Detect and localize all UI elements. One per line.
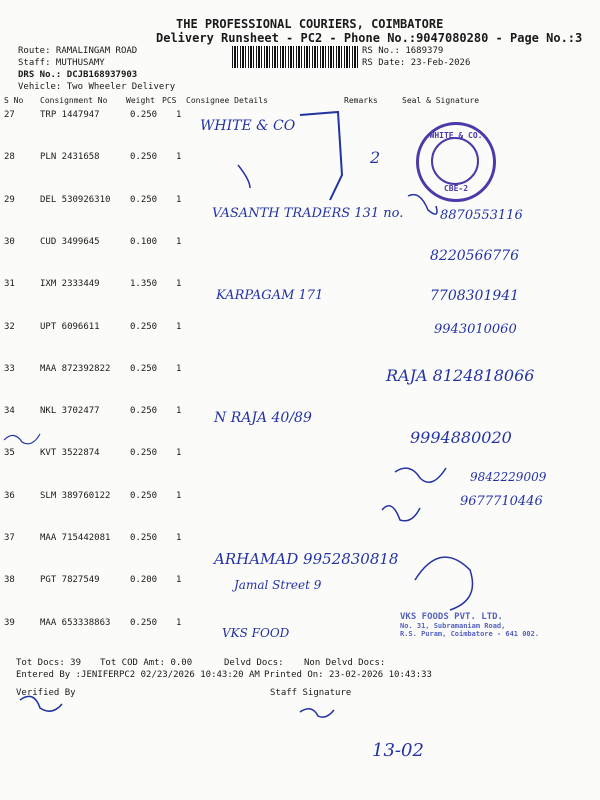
route-text: Route: RAMALINGAM ROAD <box>18 46 138 56</box>
delivered-docs: Delvd Docs: <box>224 658 284 668</box>
row-sno: 35 <box>4 448 15 459</box>
col-consignment: Consignment No <box>40 96 108 105</box>
row-consignment: PLN 2431658 <box>40 152 100 163</box>
row-weight: 0.250 <box>130 617 158 628</box>
stamp-line: No. 31, Subramaniam Road, <box>400 622 506 630</box>
col-pcs: PCS <box>162 96 177 105</box>
col-seal: Seal & Signature <box>402 96 480 105</box>
row-consignment: DEL 530926310 <box>40 194 111 205</box>
col-sno: S No <box>4 96 24 105</box>
row-consignment: NKL 3702477 <box>40 406 100 417</box>
company-title: THE PROFESSIONAL COURIERS, COIMBATORE <box>176 17 444 31</box>
row-weight: 0.250 <box>130 533 158 543</box>
row-pcs: 1 <box>176 110 182 120</box>
row-weight: 0.200 <box>130 575 158 586</box>
handwriting-note: N RAJA 40/89 <box>214 410 312 426</box>
row-pcs: 1 <box>176 406 182 417</box>
handwriting-note: ARHAMAD 9952830818 <box>214 550 399 568</box>
row-weight: 0.250 <box>130 490 158 501</box>
row-consignment: PGT 7827549 <box>40 575 100 586</box>
handwriting-note: 8870553116 <box>440 208 523 223</box>
row-pcs: 1 <box>176 194 182 205</box>
rs-date: RS Date: 23-Feb-2026 <box>362 58 471 68</box>
printed-on: Printed On: 23-02-2026 10:43:33 <box>264 670 432 680</box>
row-consignment: KVT 3522874 <box>40 448 100 459</box>
row-weight: 0.100 <box>130 236 158 247</box>
total-cod: Tot COD Amt: 0.00 <box>100 658 193 668</box>
row-consignment: MAA 653338863 <box>40 617 111 628</box>
handwriting-note: 9994880020 <box>410 428 512 447</box>
row-sno: 28 <box>4 152 15 163</box>
handwriting-note: 9943010060 <box>434 322 517 337</box>
handwriting-note: KARPAGAM 171 <box>216 288 324 303</box>
handwriting-note: 7708301941 <box>430 288 520 304</box>
handwriting-note: VKS FOOD <box>222 626 290 640</box>
row-weight: 0.250 <box>130 363 158 374</box>
row-weight: 1.350 <box>130 279 158 290</box>
row-pcs: 1 <box>176 448 182 459</box>
drs-label: DRS No.: <box>18 70 62 80</box>
handwriting-note: 13-02 <box>372 740 424 761</box>
handwriting-note: 2 <box>370 148 381 167</box>
row-sno: 34 <box>4 406 15 417</box>
vehicle-text: Vehicle: Two Wheeler Delivery <box>18 82 176 92</box>
col-details: Consignee Details <box>186 96 268 105</box>
row-pcs: 1 <box>176 236 182 247</box>
handwriting-note: 9677710446 <box>460 494 543 509</box>
drs-value: DCJB168937903 <box>66 70 138 80</box>
row-weight: 0.250 <box>130 448 158 459</box>
row-weight: 0.250 <box>130 110 158 120</box>
row-weight: 0.250 <box>130 152 158 163</box>
verified-signature <box>20 696 62 711</box>
row-consignment: IXM 2333449 <box>40 279 100 290</box>
row-weight: 0.250 <box>130 321 158 332</box>
staff-signature-label: Staff Signature <box>270 688 352 698</box>
row-consignment: MAA 872392822 <box>40 363 111 374</box>
signature-stroke <box>382 506 420 521</box>
row-sno: 29 <box>4 194 15 205</box>
row-weight: 0.250 <box>130 194 158 205</box>
row-pcs: 1 <box>176 321 182 332</box>
row-sno: 27 <box>4 110 15 120</box>
row-sno: 33 <box>4 363 15 374</box>
bracket-stroke <box>300 112 342 200</box>
ink-stroke <box>238 165 250 188</box>
signature-stroke <box>395 468 446 482</box>
row-pcs: 1 <box>176 533 182 543</box>
row-pcs: 1 <box>176 152 182 163</box>
handwriting-note: WHITE & CO <box>200 118 296 134</box>
row-pcs: 1 <box>176 575 182 586</box>
row-sno: 37 <box>4 533 15 543</box>
row-sno: 30 <box>4 236 15 247</box>
signature-stroke <box>408 195 437 215</box>
handwriting-note: Jamal Street 9 <box>234 578 322 592</box>
row-consignment: UPT 6096611 <box>40 321 100 332</box>
row-consignment: TRP 1447947 <box>40 110 100 120</box>
col-weight: Weight <box>126 96 155 105</box>
ink-stroke <box>415 557 473 610</box>
white-co-stamp <box>416 122 496 202</box>
stamp-line: VKS FOODS PVT. LTD. <box>400 612 503 622</box>
row-sno: 39 <box>4 617 15 628</box>
handwriting-note: RAJA 8124818066 <box>386 366 535 385</box>
row-sno: 31 <box>4 279 15 290</box>
staff-text: Staff: MUTHUSAMY <box>18 58 105 68</box>
row-pcs: 1 <box>176 279 182 290</box>
row-sno: 38 <box>4 575 15 586</box>
row-consignment: MAA 715442081 <box>40 533 111 543</box>
row-pcs: 1 <box>176 363 182 374</box>
total-docs: Tot Docs: 39 <box>16 658 82 668</box>
margin-mark <box>4 434 40 444</box>
stamp-sub: CBE-2 <box>443 184 469 193</box>
row-sno: 36 <box>4 490 15 501</box>
stamp-inner-ring <box>431 137 479 185</box>
stamp-line: R.S. Puram, Coimbatore - 641 002. <box>400 630 540 638</box>
row-consignment: CUD 3499645 <box>40 236 100 247</box>
non-delivered-docs: Non Delvd Docs: <box>304 658 386 668</box>
col-remarks: Remarks <box>344 96 378 105</box>
row-consignment: SLM 389760122 <box>40 490 111 501</box>
row-pcs: 1 <box>176 490 182 501</box>
verified-by-label: Verified By <box>16 688 76 698</box>
rs-number: RS No.: 1689379 <box>362 46 444 56</box>
row-sno: 32 <box>4 321 15 332</box>
staff-signature-stroke <box>300 709 334 717</box>
row-pcs: 1 <box>176 617 182 628</box>
entered-by: Entered By :JENIFERPC2 02/23/2026 10:43:20 AM <box>16 670 260 680</box>
handwriting-note: 9842229009 <box>470 470 547 484</box>
handwriting-note: VASANTH TRADERS 131 no. <box>212 206 404 221</box>
vks-foods-stamp <box>400 612 550 672</box>
runsheet-subtitle: Delivery Runsheet - PC2 - Phone No.:9047080280 - Page No.:3 <box>156 31 583 45</box>
row-weight: 0.250 <box>130 406 158 417</box>
handwriting-note: 8220566776 <box>430 248 520 264</box>
stamp-name: WHITE & CO. <box>429 131 483 140</box>
